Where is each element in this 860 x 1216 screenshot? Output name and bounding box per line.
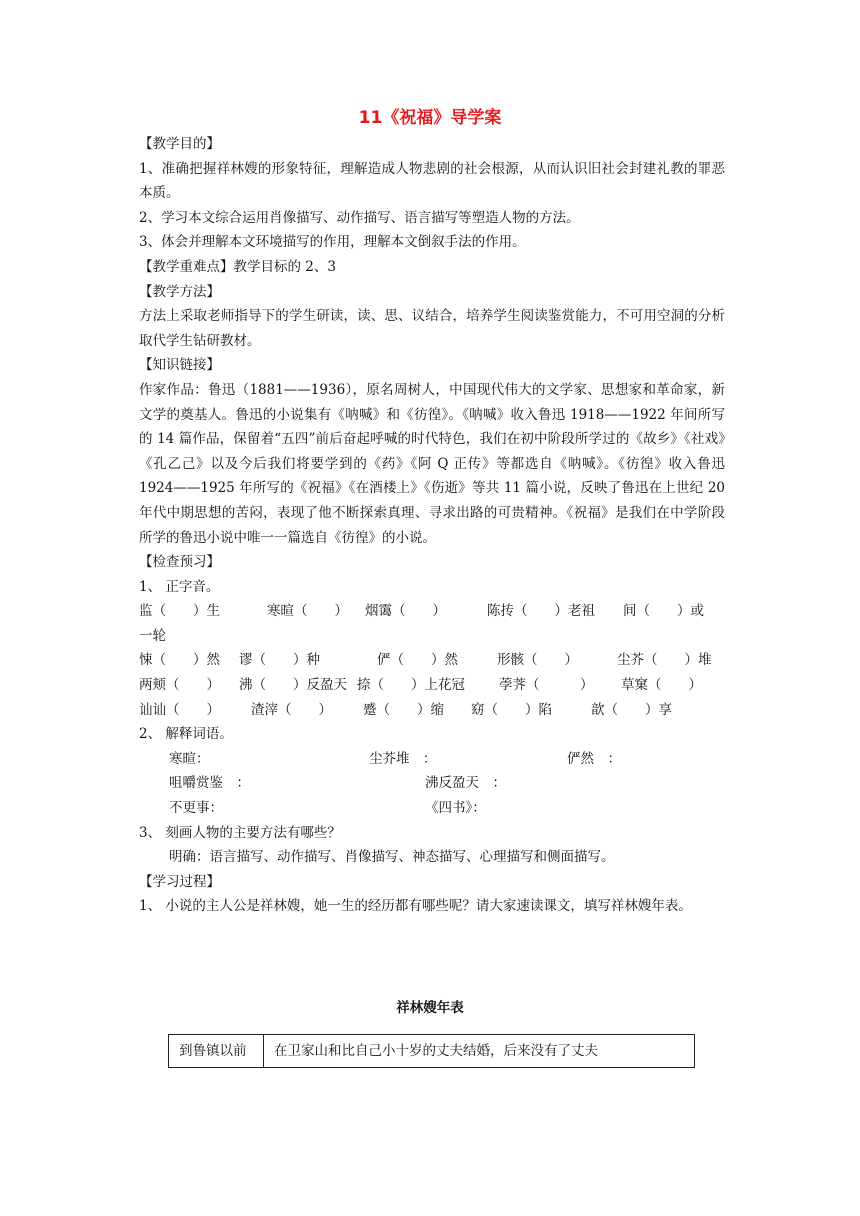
vocab-item: 尘芥堆 ：: [369, 750, 437, 767]
table-cell-event: 在卫家山和比自己小十岁的丈夫结婚，后来没有了丈夫: [264, 1035, 695, 1068]
vocab-item: 《四书》：: [425, 800, 486, 817]
process-question-1: 1、 小说的主人公是祥林嫂，她一生的经历都有哪些呢？请大家速读课文，填写祥林嫂年表。: [139, 898, 692, 915]
objective-3: 3、体会并理解本文环境描写的作用，理解本文倒叙手法的作用。: [139, 234, 526, 251]
table-cell-period: 到鲁镇以前: [169, 1035, 264, 1068]
pinyin-item: 捺（ ）上花冠: [357, 677, 465, 694]
pinyin-row: [139, 624, 725, 649]
vocab-item: 寒暄：: [169, 750, 210, 767]
table-row: [169, 1035, 695, 1068]
knowledge-text: 作家作品：鲁迅（1881——1936），原名周树人，中国现代伟大的文学家、思想家和革命家，新文学的奠基人。鲁迅的小说集有《呐喊》和《彷徨》。《呐喊》收入鲁迅 1918——1922 年间所写的 14 篇作品，保留着“五四”前后奋起呼喊的时代特色，我们在初中阶段所学过的《故乡》《社戏》《孔乙己》以及今后我们将要学到的《药》《阿 Q 正传》等都选自《呐喊》。《彷徨》收入鲁迅 1924——1925 年所写的《祝福》《在酒楼上》《伤逝》等共 11 篇小说，反映了鲁迅在上世纪 20 年代中期思想的苦闷，表现了他不断探索真理、寻求出路的可贵精神。《祝福》是我们在中学阶段所学的鲁迅小说中唯一一篇选自《彷徨》的小说。: [139, 381, 725, 546]
vocab-row: [139, 747, 725, 772]
pinyin-item: 窈（ ）陷: [471, 701, 552, 718]
objective-1: 1、准确把握祥林嫂的形象特征，理解造成人物悲剧的社会根源，从而认识旧社会封建礼教的罪恶本质。: [139, 160, 725, 202]
table-title: 祥林嫂年表: [396, 1000, 464, 1016]
pinyin-item: 形骸（ ）: [497, 652, 578, 669]
pinyin-item: 一轮: [139, 627, 166, 644]
question-2: 2、 解释词语。: [139, 726, 233, 743]
page-title: 11《祝福》导学案: [358, 108, 502, 128]
pinyin-row: [139, 698, 725, 723]
pinyin-item: 荸荠（ ）: [499, 677, 594, 694]
pinyin-item: 间（ ）或: [623, 603, 704, 620]
section-key-points: 【教学重难点】教学目标的 2、3: [139, 258, 336, 275]
section-header-knowledge: 【知识链接】: [139, 357, 220, 374]
pinyin-item: 谬（ ）种: [239, 652, 320, 669]
pinyin-row: [139, 599, 725, 624]
question-3-answer: 明确：语言描写、动作描写、肖像描写、神态描写、心理描写和侧面描写。: [169, 849, 615, 866]
pinyin-item: 陈抟（ ）老祖: [487, 603, 595, 620]
vocab-item: 不更事：: [169, 800, 223, 817]
timeline-table: [168, 1034, 695, 1068]
pinyin-item: 尘芥（ ）堆: [617, 652, 712, 669]
pinyin-item: 两颊（ ）: [139, 677, 220, 694]
pinyin-row: [139, 673, 725, 698]
pinyin-item: 烟霭（ ）: [365, 603, 446, 620]
pinyin-item: 俨（ ）然: [377, 652, 458, 669]
question-3: 3、 刻画人物的主要方法有哪些？: [139, 824, 341, 841]
question-1: 1、 正字音。: [139, 578, 220, 595]
section-header-objectives: 【教学目的】: [139, 136, 220, 152]
pinyin-item: 歆（ ）享: [591, 701, 672, 718]
vocab-item: 俨然 ：: [567, 750, 621, 767]
section-header-method: 【教学方法】: [139, 283, 220, 300]
vocab-row: [139, 796, 725, 821]
vocab-item: 沸反盈天 ：: [425, 775, 506, 792]
pinyin-item: 渣滓（ ）: [251, 701, 332, 718]
pinyin-item: 蹙（ ）缩: [363, 701, 444, 718]
vocab-row: [139, 771, 725, 796]
pinyin-item: 沸（ ）反盈天: [239, 677, 347, 694]
section-header-process: 【学习过程】: [139, 873, 220, 890]
pinyin-item: 寒暄（ ）: [267, 603, 348, 620]
pinyin-item: 悚（ ）然: [139, 652, 220, 669]
pinyin-item: 讪讪（ ）: [139, 701, 220, 718]
pinyin-item: 监（ ）生: [139, 603, 220, 620]
document-body: [139, 132, 725, 919]
pinyin-item: 草窠（ ）: [621, 677, 702, 694]
vocab-item: 咀嚼赏鉴 ：: [169, 775, 250, 792]
method-text: 方法上采取老师指导下的学生研读，读、思、议结合，培养学生阅读鉴赏能力，不可用空洞的分析取代学生钻研教材。: [139, 308, 725, 349]
objective-2: 2、学习本文综合运用肖像描写、动作描写、语言描写等塑造人物的方法。: [139, 209, 580, 226]
section-header-preview: 【检查预习】: [139, 554, 220, 571]
pinyin-row: [139, 648, 725, 673]
